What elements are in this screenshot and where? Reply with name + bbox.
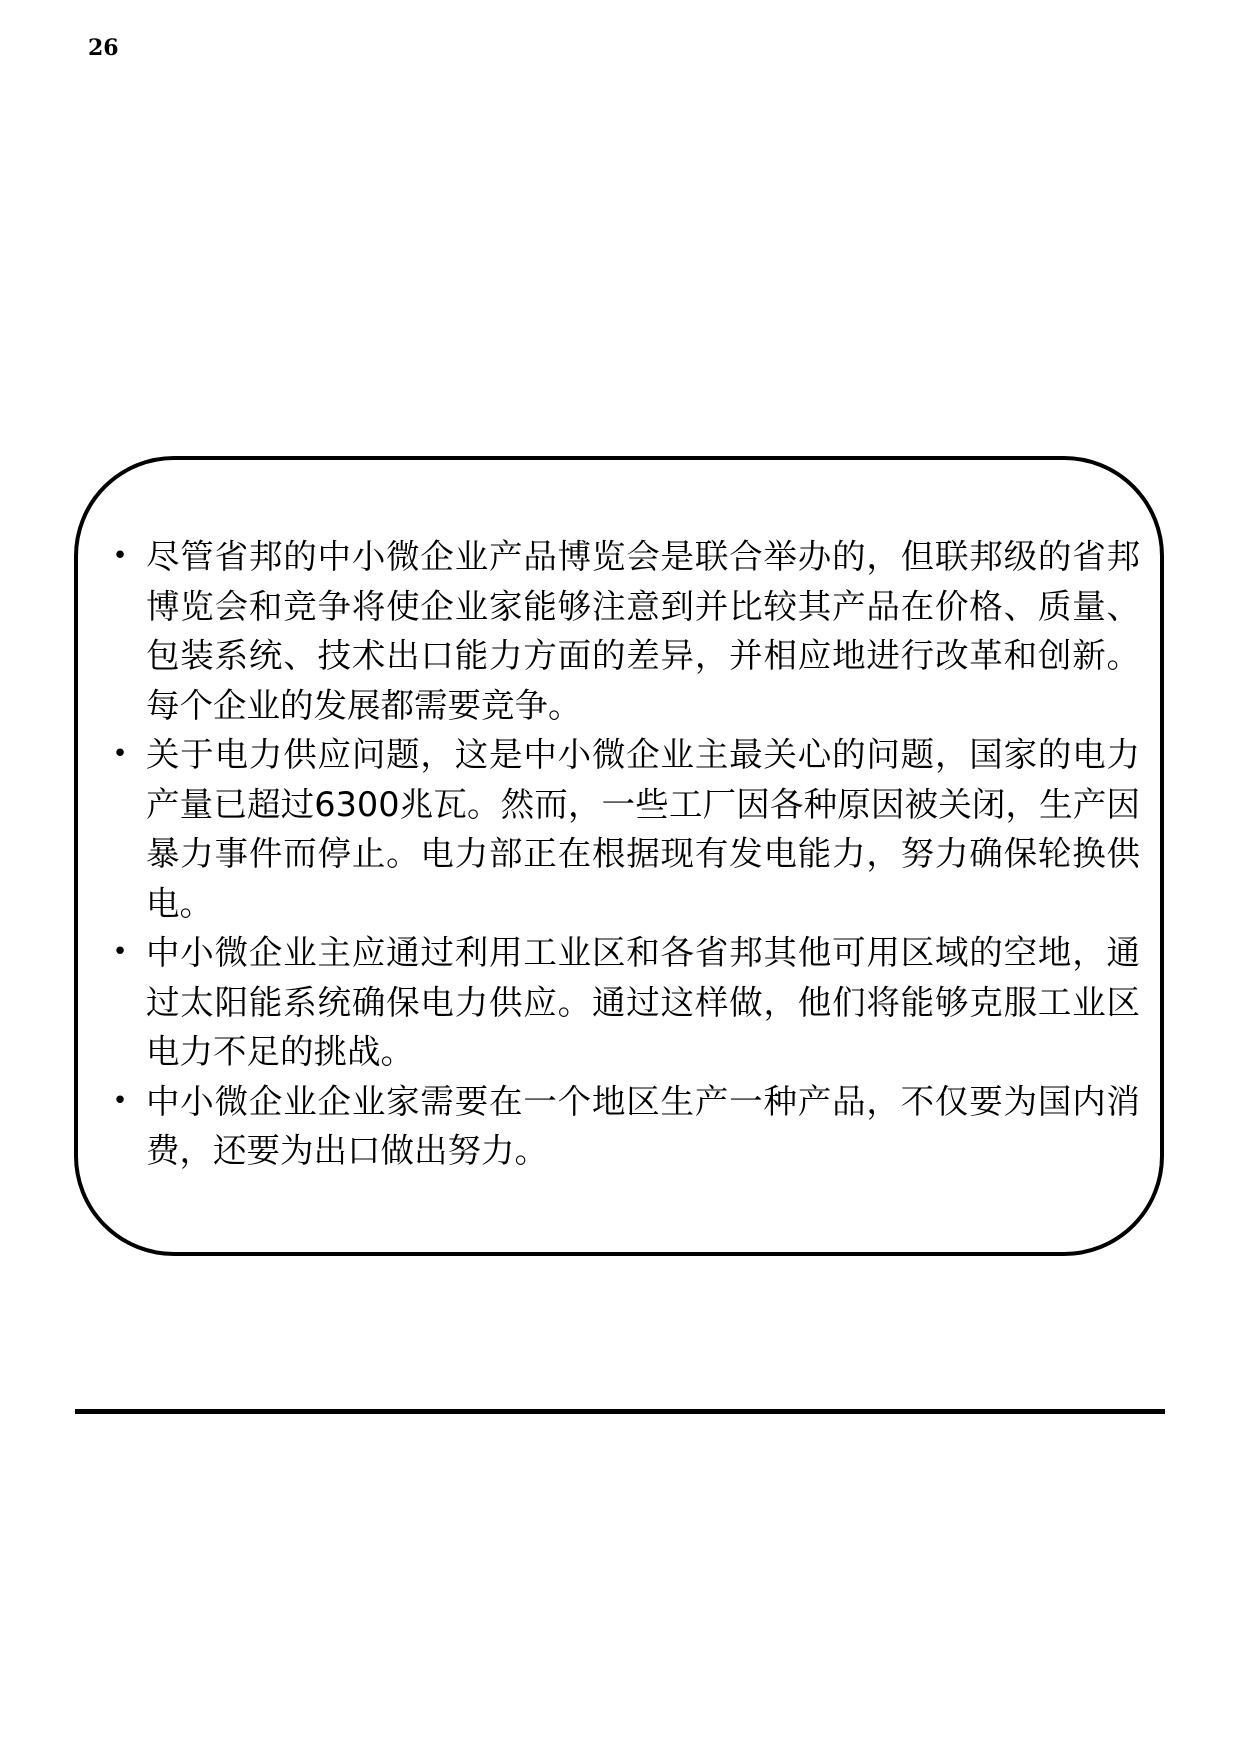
bullet-text: 中小微企业企业家需要在一个地区生产一种产品，不仅要为国内消费，还要为出口做出努力。 [146, 1081, 1140, 1170]
bullet-text: 尽管省邦的中小微企业产品博览会是联合举办的，但联邦级的省邦博览会和竞争将使企业家能够注意到并比较其产品在价格、质量、包装系统、技术出口能力方面的差异，并相应地进行改革和创新。每个企业的发展都需要竞争。 [146, 537, 1140, 725]
bullet-item-4 [112, 1077, 1140, 1176]
bullet-text: 中小微企业主应通过利用工业区和各省邦其他可用区域的空地，通过太阳能系统确保电力供应。通过这样做，他们将能够克服工业区电力不足的挑战。 [146, 933, 1140, 1071]
bullet-list [112, 532, 1140, 1176]
bullet-dot-icon: • [112, 1085, 128, 1116]
bullet-dot-icon: • [112, 739, 128, 769]
footer-divider [75, 1409, 1165, 1414]
bullet-dot-icon: • [112, 541, 128, 571]
bullet-item-3 [112, 928, 1140, 1077]
bullet-item-1 [112, 532, 1140, 730]
bullet-item-2 [112, 730, 1140, 928]
bullet-text: 关于电力供应问题，这是中小微企业主最关心的问题，国家的电力产量已超过6300兆瓦。然而，一些工厂因各种原因被关闭，生产因暴力事件而停止。电力部正在根据现有发电能力，努力确保轮换供电。 [146, 735, 1140, 923]
page-number: 26 [88, 35, 119, 61]
bullet-dot-icon: • [112, 937, 128, 967]
